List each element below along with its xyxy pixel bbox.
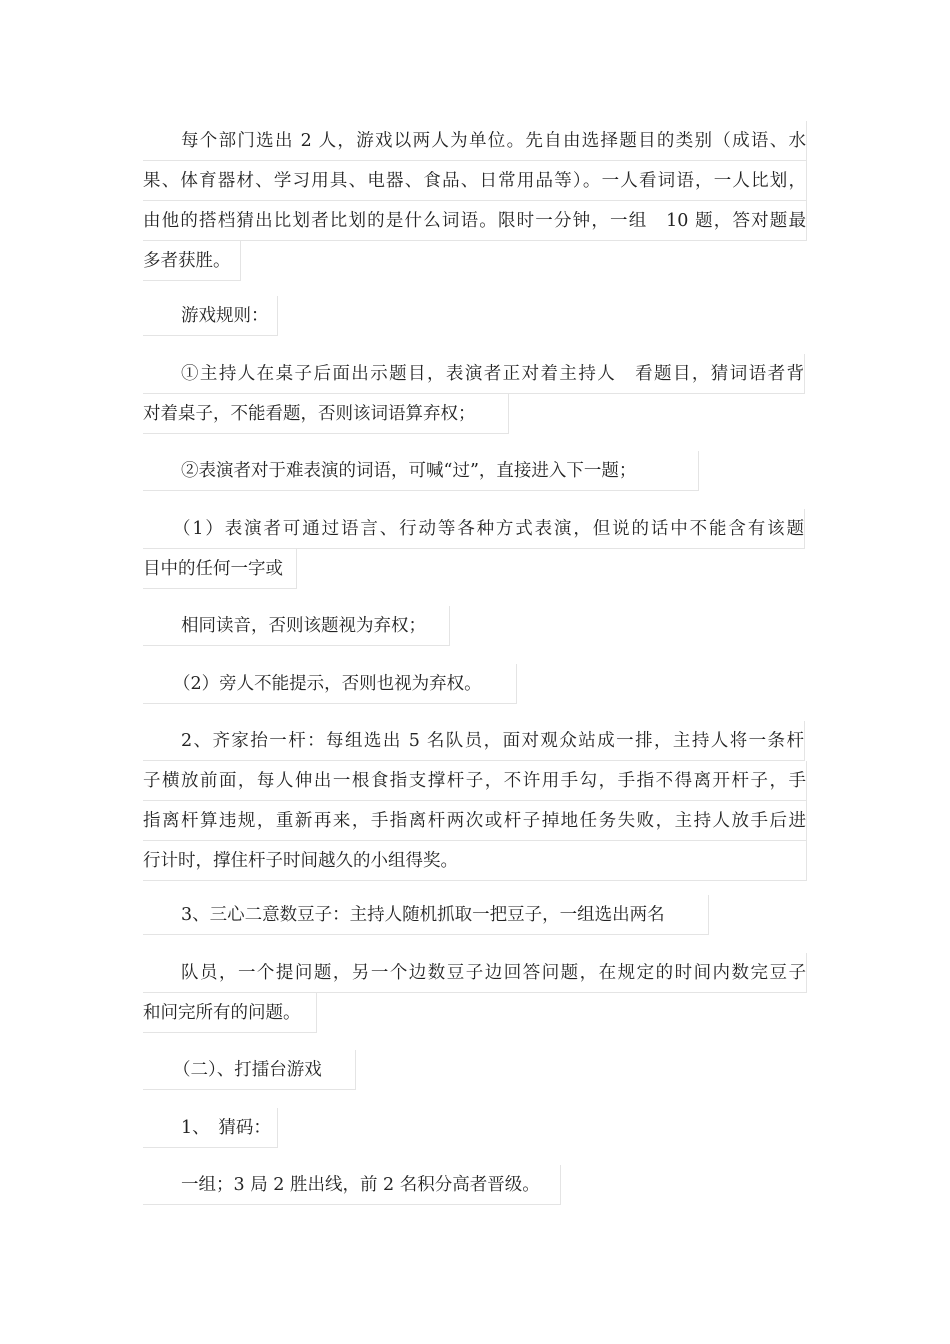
- paragraph-game-3-cont: [143, 953, 807, 1033]
- text-line: 每个部门选出 2 人，游戏以两人为单位。先自由选择题目的类别（成语、水: [143, 121, 807, 161]
- text-line: 由他的搭档猜出比划者比划的是什么词语。限时一分钟，一组 10 题，答对题最: [143, 201, 807, 241]
- text-line: ①主持人在桌子后面出示题目，表演者正对着主持人 看题目，猜词语者背: [143, 354, 805, 394]
- text-line: 队员，一个提问题，另一个边数豆子边回答问题，在规定的时间内数完豆子: [143, 953, 807, 993]
- text-line: 目中的任何一字或: [143, 549, 297, 589]
- text-line: 子横放前面，每人伸出一根食指支撑杆子，不许用手勾，手指不得离开杆子，手: [143, 761, 807, 801]
- paragraph-rule-2-2: [143, 664, 807, 704]
- text-line: 多者获胜。: [143, 241, 241, 281]
- text-line: （2）旁人不能提示，否则也视为弃权。: [143, 664, 517, 704]
- paragraph-guess-code: [143, 1108, 807, 1148]
- text-line: 3、三心二意数豆子：主持人随机抓取一把豆子，一组选出两名: [143, 895, 709, 935]
- text-line: 行计时，撑住杆子时间越久的小组得奖。: [143, 841, 807, 881]
- text-line: 和问完所有的问题。: [143, 993, 317, 1033]
- section-heading: 游戏规则：: [143, 296, 278, 336]
- text-line: 相同读音，否则该题视为弃权；: [143, 606, 450, 646]
- text-line: ②表演者对于难表演的词语，可喊“过”，直接进入下一题；: [143, 451, 699, 491]
- paragraph-rule-2: [143, 451, 807, 491]
- paragraph-game-3: [143, 895, 807, 935]
- text-line: 指离杆算违规，重新再来，手指离杆两次或杆子掉地任务失败，主持人放手后进: [143, 801, 807, 841]
- section-heading: 1、 猜码：: [143, 1108, 278, 1148]
- text-line: （1）表演者可通过语言、行动等各种方式表演，但说的话中不能含有该题: [143, 509, 805, 549]
- text-line: 一组；3 局 2 胜出线，前 2 名积分高者晋级。: [143, 1165, 561, 1205]
- paragraph-game-intro: [143, 121, 807, 281]
- paragraph-rule-2-1: [143, 509, 807, 589]
- text-line: 2、齐家抬一杆：每组选出 5 名队员，面对观众站成一排，主持人将一条杆: [143, 721, 805, 761]
- paragraph-rules-heading: [143, 296, 807, 336]
- paragraph-rule-2-1-cont: [143, 606, 807, 646]
- paragraph-section-2: [143, 1050, 807, 1090]
- paragraph-guess-code-rule: [143, 1165, 807, 1205]
- paragraph-rule-1: [143, 354, 807, 434]
- text-line: 对着桌子，不能看题，否则该词语算弃权；: [143, 394, 509, 434]
- section-heading: （二）、打擂台游戏: [143, 1050, 356, 1090]
- paragraph-game-2: [143, 721, 807, 881]
- text-line: 果、体育器材、学习用具、电器、食品、日常用品等）。一人看词语，一人比划，: [143, 161, 807, 201]
